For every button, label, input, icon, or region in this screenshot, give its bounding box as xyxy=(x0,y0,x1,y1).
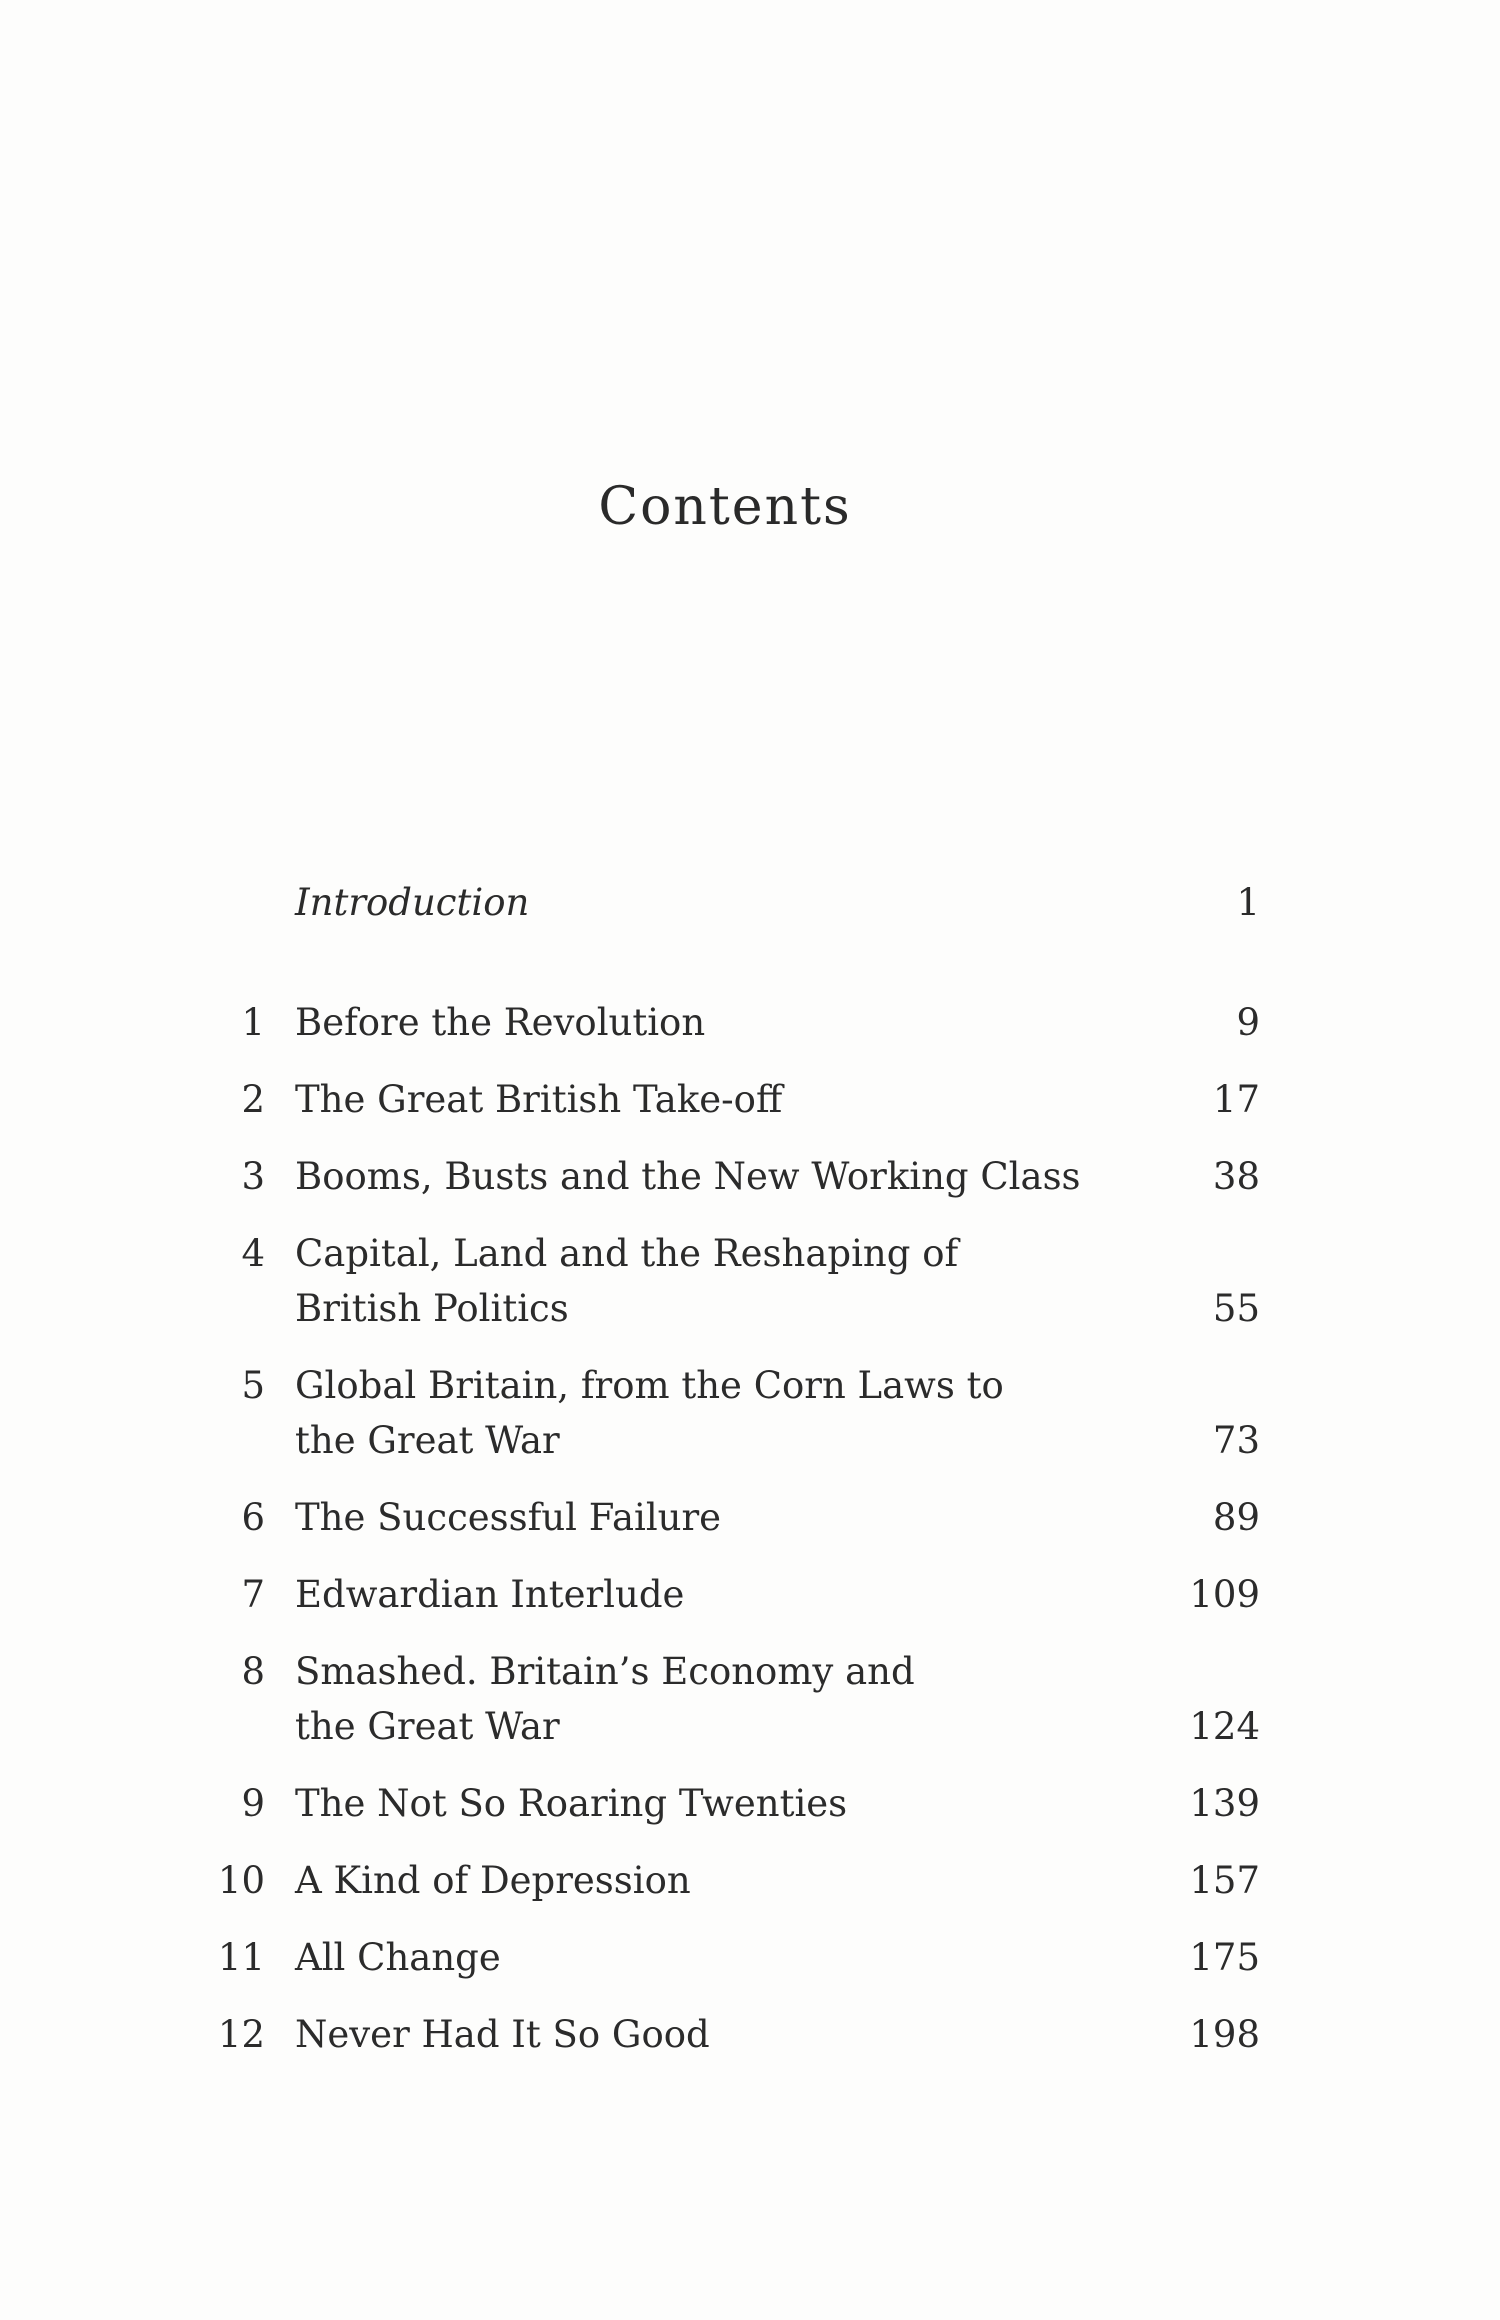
chapter-title: Edwardian Interlude xyxy=(295,1573,685,1616)
chapter-title: All Change xyxy=(295,1936,501,1979)
chapter-number: 2 xyxy=(241,1078,265,1121)
chapter-number: 4 xyxy=(241,1232,265,1275)
toc-page-number: 157 xyxy=(1189,1859,1260,1902)
chapter-number: 7 xyxy=(241,1573,265,1616)
page-title: Contents xyxy=(598,477,852,537)
chapter-number: 12 xyxy=(217,2013,265,2056)
chapter-title: the Great War xyxy=(295,1705,560,1748)
toc-page-number: 1 xyxy=(1236,881,1260,924)
chapter-number: 6 xyxy=(241,1496,265,1539)
toc-page-number: 109 xyxy=(1189,1573,1260,1616)
chapter-title: the Great War xyxy=(295,1419,560,1462)
chapter-title: The Not So Roaring Twenties xyxy=(295,1782,848,1825)
chapter-title: Booms, Busts and the New Working Class xyxy=(295,1155,1081,1198)
chapter-number: 10 xyxy=(217,1859,265,1902)
chapter-title: Smashed. Britain’s Economy and xyxy=(295,1650,915,1693)
toc-page-number: 73 xyxy=(1212,1419,1260,1462)
chapter-title: A Kind of Depression xyxy=(295,1859,691,1902)
chapter-number: 3 xyxy=(241,1155,265,1198)
chapter-number: 8 xyxy=(241,1650,265,1693)
chapter-title: British Politics xyxy=(295,1287,569,1330)
toc-page-number: 55 xyxy=(1212,1287,1260,1330)
chapter-title: Capital, Land and the Reshaping of xyxy=(295,1232,959,1275)
chapter-title: Before the Revolution xyxy=(295,1001,706,1044)
toc-page-number: 198 xyxy=(1189,2013,1260,2056)
chapter-number: 11 xyxy=(217,1936,265,1979)
chapter-title: Never Had It So Good xyxy=(295,2013,710,2056)
chapter-title: Global Britain, from the Corn Laws to xyxy=(295,1364,1004,1407)
chapter-number: 5 xyxy=(241,1364,265,1407)
toc-page-number: 124 xyxy=(1189,1705,1260,1748)
toc-page-number: 89 xyxy=(1212,1496,1260,1539)
toc-page-number: 38 xyxy=(1212,1155,1260,1198)
toc-page-number: 9 xyxy=(1236,1001,1260,1044)
chapter-title: The Successful Failure xyxy=(295,1496,722,1539)
toc-entry-label: Introduction xyxy=(295,881,530,924)
toc-page-number: 17 xyxy=(1212,1078,1260,1121)
chapter-number: 9 xyxy=(241,1782,265,1825)
chapter-number: 1 xyxy=(241,1001,265,1044)
toc-page-number: 175 xyxy=(1189,1936,1260,1979)
toc-page-number: 139 xyxy=(1189,1782,1260,1825)
chapter-title: The Great British Take-off xyxy=(295,1078,783,1121)
